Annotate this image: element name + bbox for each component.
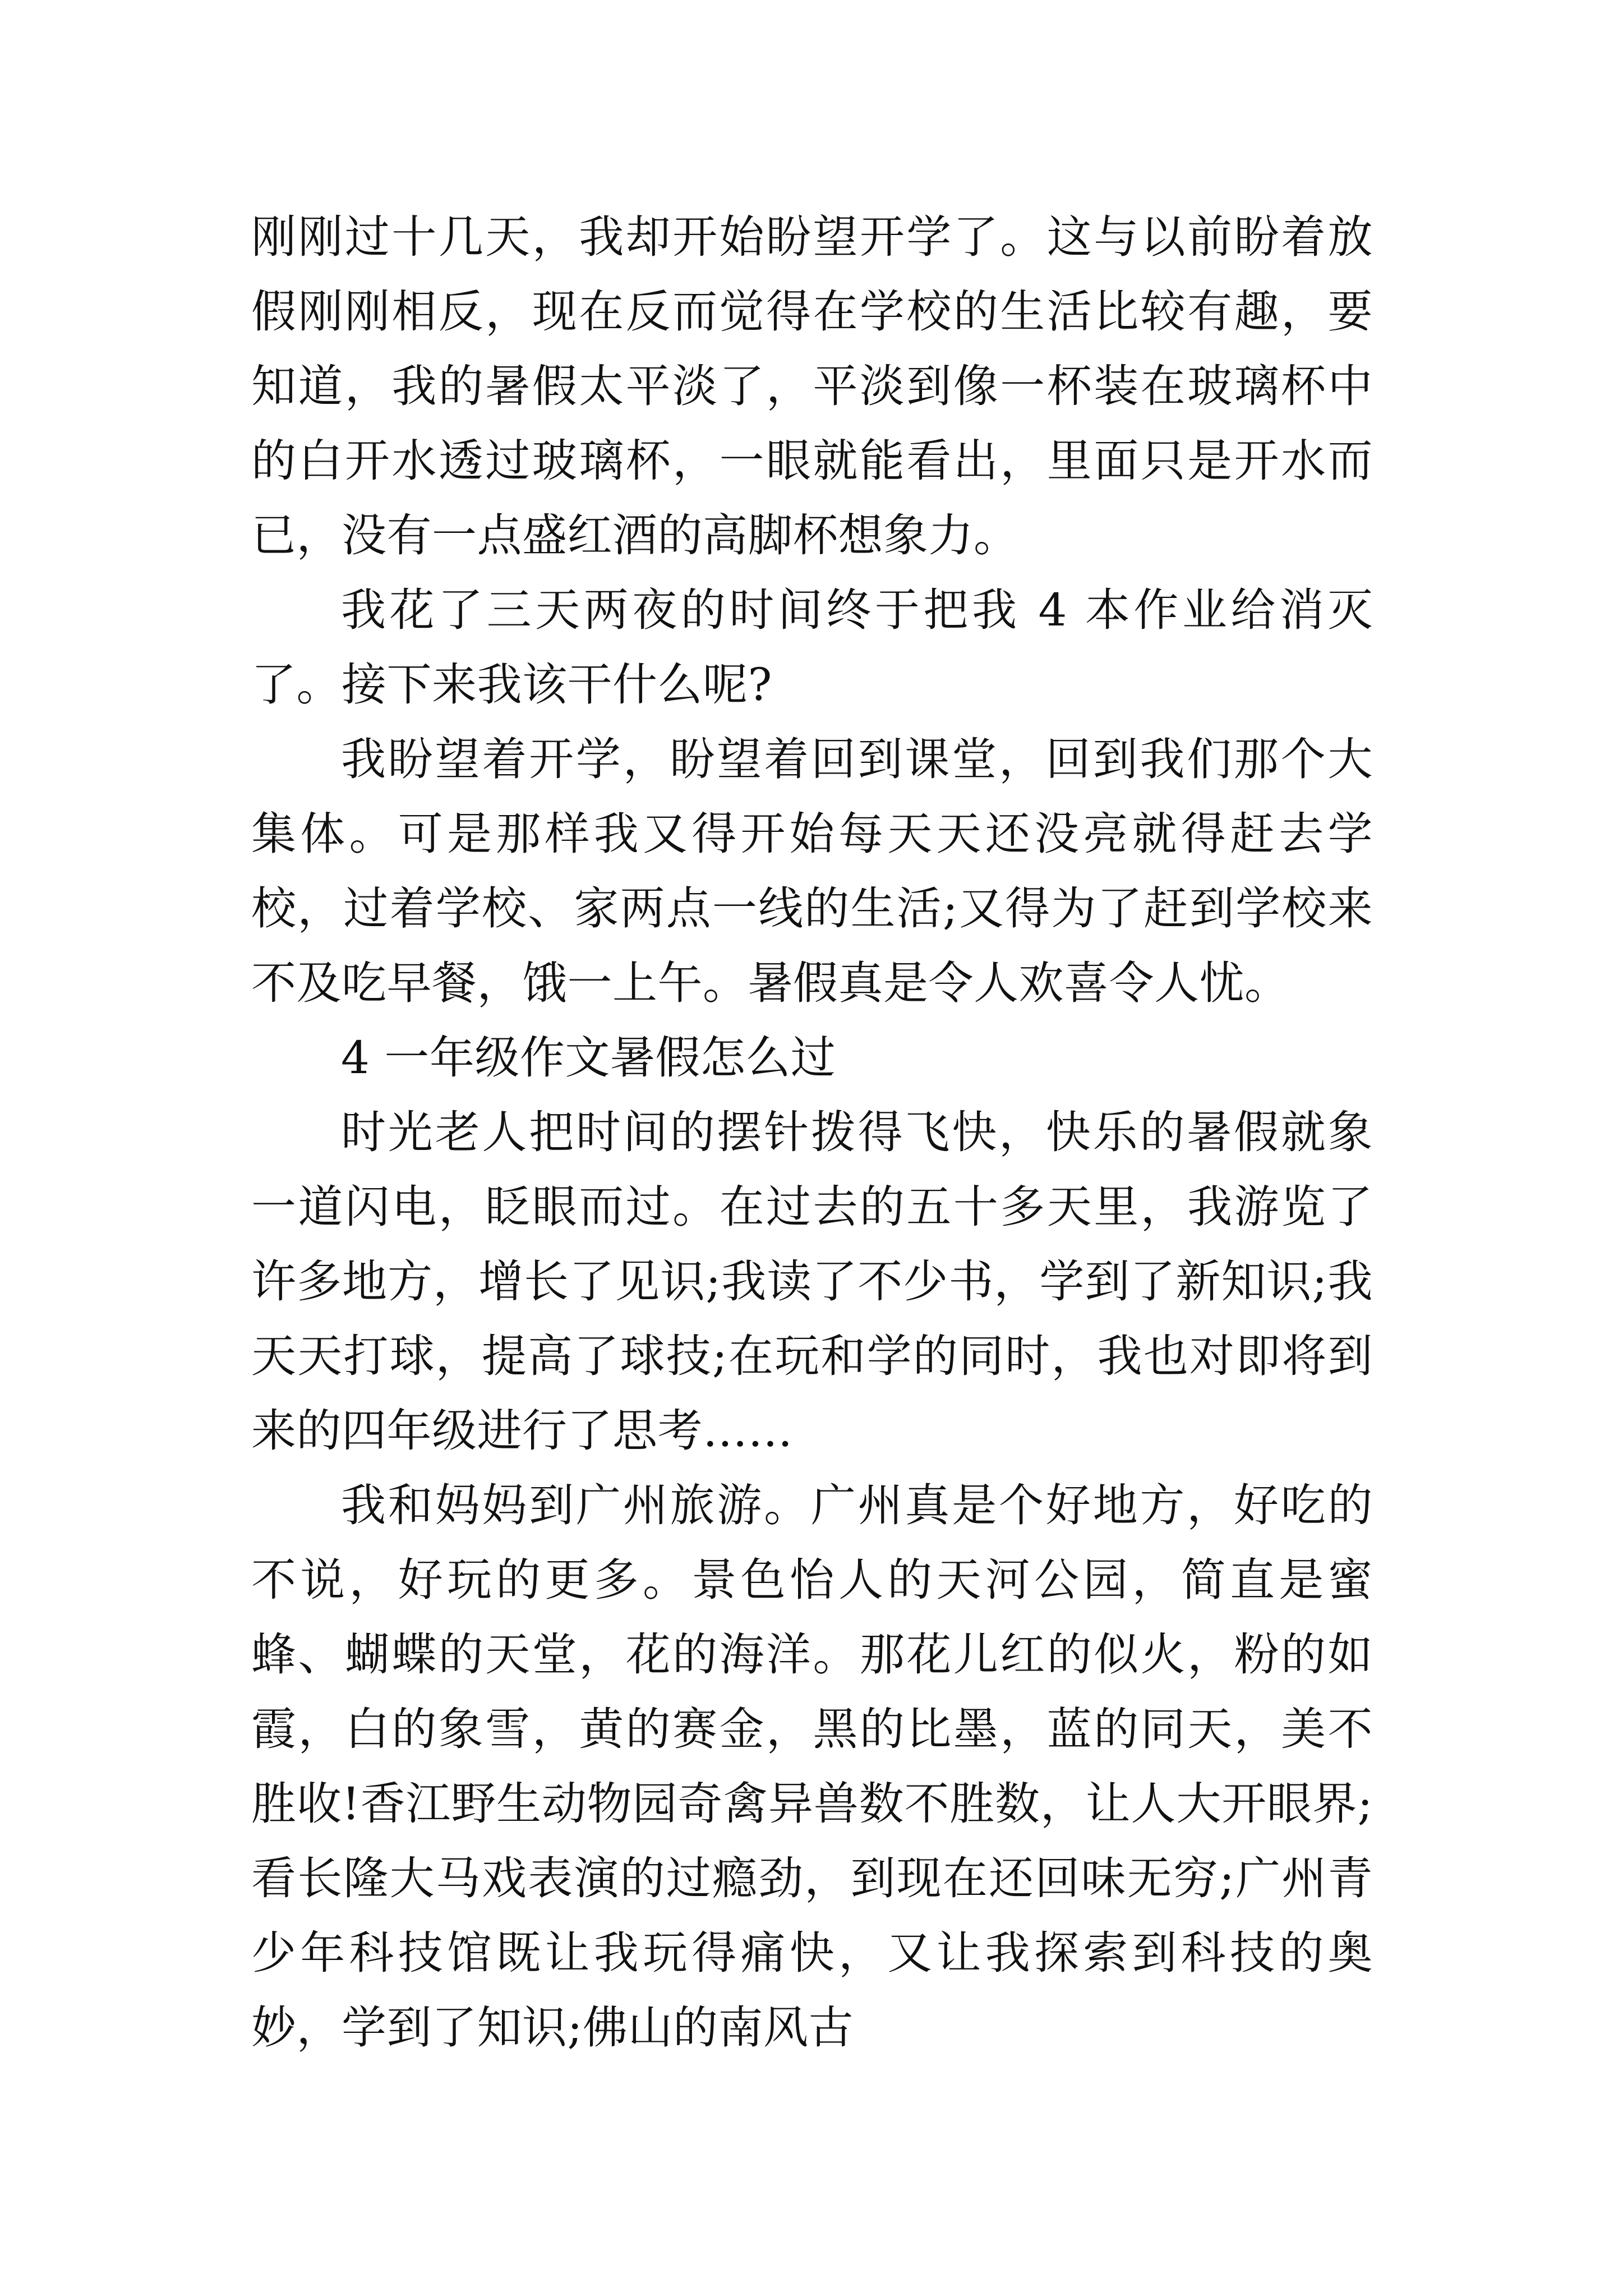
document-body [251, 200, 1373, 2065]
paragraph-4: 时光老人把时间的摆针拨得飞快，快乐的暑假就象一道闪电，眨眼而过。在过去的五十多天里，我游览了许多地方，增长了见识;我读了不少书，学到了新知识;我天天打球，提高了球技;在玩和学的同时，我也对即将到来的四年级进行了思考…… [251, 1106, 1373, 1457]
paragraph-3: 我盼望着开学，盼望着回到课堂，回到我们那个大集体。可是那样我又得开始每天天还没亮就得赶去学校，过着学校、家两点一线的生活;又得为了赶到学校来不及吃早餐，饿一上午。暑假真是令人欢喜令人忧。 [251, 733, 1373, 1009]
paragraph-2: 我花了三天两夜的时间终于把我 4 本作业给消灭了。接下来我该干什么呢? [251, 584, 1373, 711]
paragraph-1: 刚刚过十几天，我却开始盼望开学了。这与以前盼着放假刚刚相反，现在反而觉得在学校的生活比较有趣，要知道，我的暑假太平淡了，平淡到像一杯装在玻璃杯中的白开水透过玻璃杯，一眼就能看出，里面只是开水而已，没有一点盛红酒的高脚杯想象力。 [251, 211, 1373, 562]
paragraph-5: 我和妈妈到广州旅游。广州真是个好地方，好吃的不说，好玩的更多。景色怡人的天河公园，简直是蜜蜂、蝴蝶的天堂，花的海洋。那花儿红的似火，粉的如霞，白的象雪，黄的赛金，黑的比墨，蓝的同天，美不胜收!香江野生动物园奇禽异兽数不胜数，让人大开眼界;看长隆大马戏表演的过瘾劲，到现在还回味无穷;广州青少年科技馆既让我玩得痛快，又让我探索到科技的奥妙，学到了知识;佛山的南风古 [251, 1479, 1373, 2054]
section-heading: 4 一年级作文暑假怎么过 [341, 1032, 836, 1084]
